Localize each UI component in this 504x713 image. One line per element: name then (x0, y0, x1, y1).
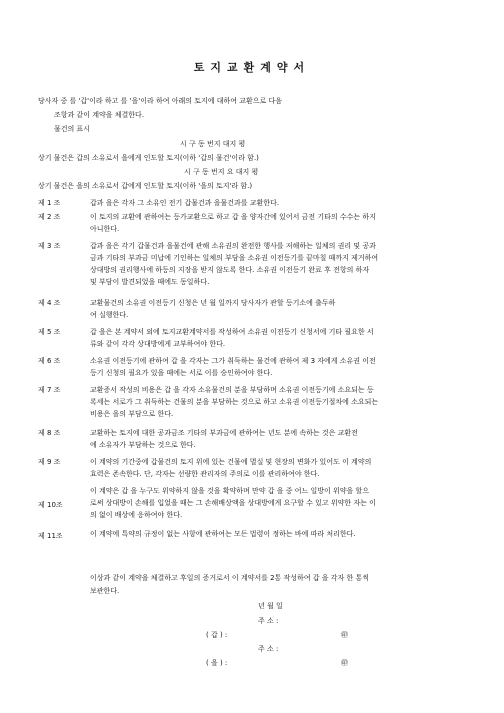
article-line: 이 계약은 갑 을 누구도 위약하지 않을 것을 확약하며 만약 갑 을 중 어느 일방이 위약을 할으 (90, 487, 370, 495)
article-line: 교환물건의 소유권 이전등기 신청은 년 월 일까지 당사자가 관할 등기소에 출두하 (90, 299, 336, 307)
article-body (90, 528, 472, 540)
closing-line-2: 보관한다. (90, 587, 120, 595)
party-a-seal-mark: ㊞ (341, 631, 348, 639)
party-a-address-label: 주 소 : (258, 617, 279, 625)
article-line: 금과 기타의 부과금 미납에 기인하는 일체의 부담을 소유권 이전등기를 끝마칠 때까지 제거하여 (90, 254, 379, 262)
article-body (90, 326, 472, 350)
article-number: 제 1 조 (38, 199, 61, 207)
article-number: 제 7 조 (38, 386, 61, 394)
article-number: 제 5 조 (38, 328, 61, 336)
contract-date: 년 월 일 (258, 602, 283, 610)
article-line: 및 부담이 발견되었을 때에도 동일하다. (90, 278, 210, 286)
article-body (90, 355, 472, 379)
party-b-address-label: 주 소 : (258, 645, 279, 653)
property-b-fields: 시 구 동 번지 요 대지 평 (184, 168, 259, 176)
article-line: 교환하는 토지에 대한 공과금조 기타의 부과금에 관하여는 년도 분에 속하는 것은 교환전 (90, 429, 358, 437)
article-number: 제 4 조 (38, 299, 61, 307)
article-number: 제 10조 (38, 501, 63, 509)
article-line: 효력은 존속한다. 단, 각자는 선량한 관리자의 주의로 이를 관리하여야 한다. (90, 470, 320, 478)
article-line: 에 소유자가 부담하는 것으로 한다. (90, 441, 196, 449)
article-number: 제 3 조 (38, 242, 61, 250)
article-number: 제 8 조 (38, 429, 61, 437)
document-title: 토지교환계약서 (193, 61, 311, 74)
intro-line-2: 조항과 같이 계약을 체결한다. (54, 111, 145, 119)
property-a-description: 상기 물건은 갑의 소유로서 을에게 인도할 토지(이하 '갑의 물건'이라 함.) (38, 154, 259, 162)
article-line: 아니한다. (90, 225, 120, 233)
article-number: 제 6 조 (38, 357, 61, 365)
property-heading: 물건의 표시 (54, 125, 91, 133)
intro-line-1: 당사자 중 를 '갑'이라 하고 를 '을'이라 하여 아래의 토지에 대하여 교환으로 다음 (38, 97, 283, 105)
article-line: 류와 같이 각각 상대방에게 교부하여야 한다. (90, 340, 226, 348)
article-body (90, 197, 472, 209)
article-body (90, 384, 472, 420)
article-number: 제 11조 (38, 532, 63, 540)
article-line: 상대방의 권리행사에 하등의 지장을 받지 않도록 한다. 소유권 이전등기 완료 후 전항의 하자 (90, 266, 370, 274)
party-a-label: ( 갑 ) : (206, 631, 228, 639)
article-number: 제 2 조 (38, 213, 61, 221)
article-line: 의 없이 배상에 응하여야 한다. (90, 511, 183, 519)
article-line: 소유권 이전등기에 관하여 갑 을 각자는 그가 취득하는 물건에 관하여 제 3 자에게 소유권 이전 (90, 357, 376, 365)
article-line: 로써 상대방이 손해를 입었을 때는 그 손해배상액을 상대방에게 요구할 수 있고 위약한 자는 이 (90, 499, 376, 507)
article-line: 이 토지의 교환에 관하여는 등가교환으로 하고 갑 을 양자간에 있어서 금전 기타의 수수는 하지 (90, 213, 376, 221)
article-line: 갑과 을은 각자 그 소유인 전기 갑물건과 을물건과를 교환한다. (90, 199, 280, 207)
article-body (90, 240, 472, 288)
article-line: 이 계약의 기간중에 갑물건의 토지 위에 있는 건물에 멸실 및 현장의 변화가 있어도 이 계약의 (90, 458, 372, 466)
article-line: 등기 신청의 필요가 있을 때에는 서로 이를 승인하여야 한다. (90, 369, 273, 377)
article-line: 갑 을은 본 계약서 외에 토지교환계약서를 작성하여 소유권 이전등기 신청서에 기타 필요한 서 (90, 328, 374, 336)
article-body (90, 427, 472, 451)
article-line: 이 계약에 특약의 규정이 없는 사항에 관하여는 모든 법령이 정하는 바에 따라 처리한다. (90, 530, 356, 538)
article-body (90, 485, 472, 521)
article-body (90, 456, 472, 480)
article-body (90, 297, 472, 321)
article-line: 갑과 을은 각기 갑물건과 을물건에 관해 소유권의 완전한 행사를 저해하는 일체의 권리 및 공과 (90, 242, 376, 250)
article-line: 록세는 서로가 그 취득하는 건물의 분을 부담하는 것으로 하고 소유권 이전등기절차에 소요되는 (90, 398, 379, 406)
article-line: 비용은 을의 부담으로 한다. (90, 410, 174, 418)
closing-line-1: 이상과 같이 계약을 체결하고 후일의 증거로서 이 계약서를 2통 작성하여 갑 을 각자 한 통씩 (90, 574, 370, 582)
article-body (90, 211, 472, 235)
party-b-label: ( 을 ) : (206, 659, 228, 667)
article-line: 여 실행한다. (90, 311, 129, 319)
article-line: 교환증서 작성의 비용은 갑 을 각자 소유물건의 분을 부담하며 소유권 이전등기에 소요되는 등 (90, 386, 374, 394)
party-b-seal-mark: ㊞ (341, 659, 348, 667)
property-a-fields: 시 구 동 번지 대지 평 (180, 140, 246, 148)
article-number: 제 9 조 (38, 458, 61, 466)
property-b-description: 상기 물건은 을의 소유로서 갑에게 인도할 토지(이하 '을의 토지'라 함.) (38, 182, 253, 190)
